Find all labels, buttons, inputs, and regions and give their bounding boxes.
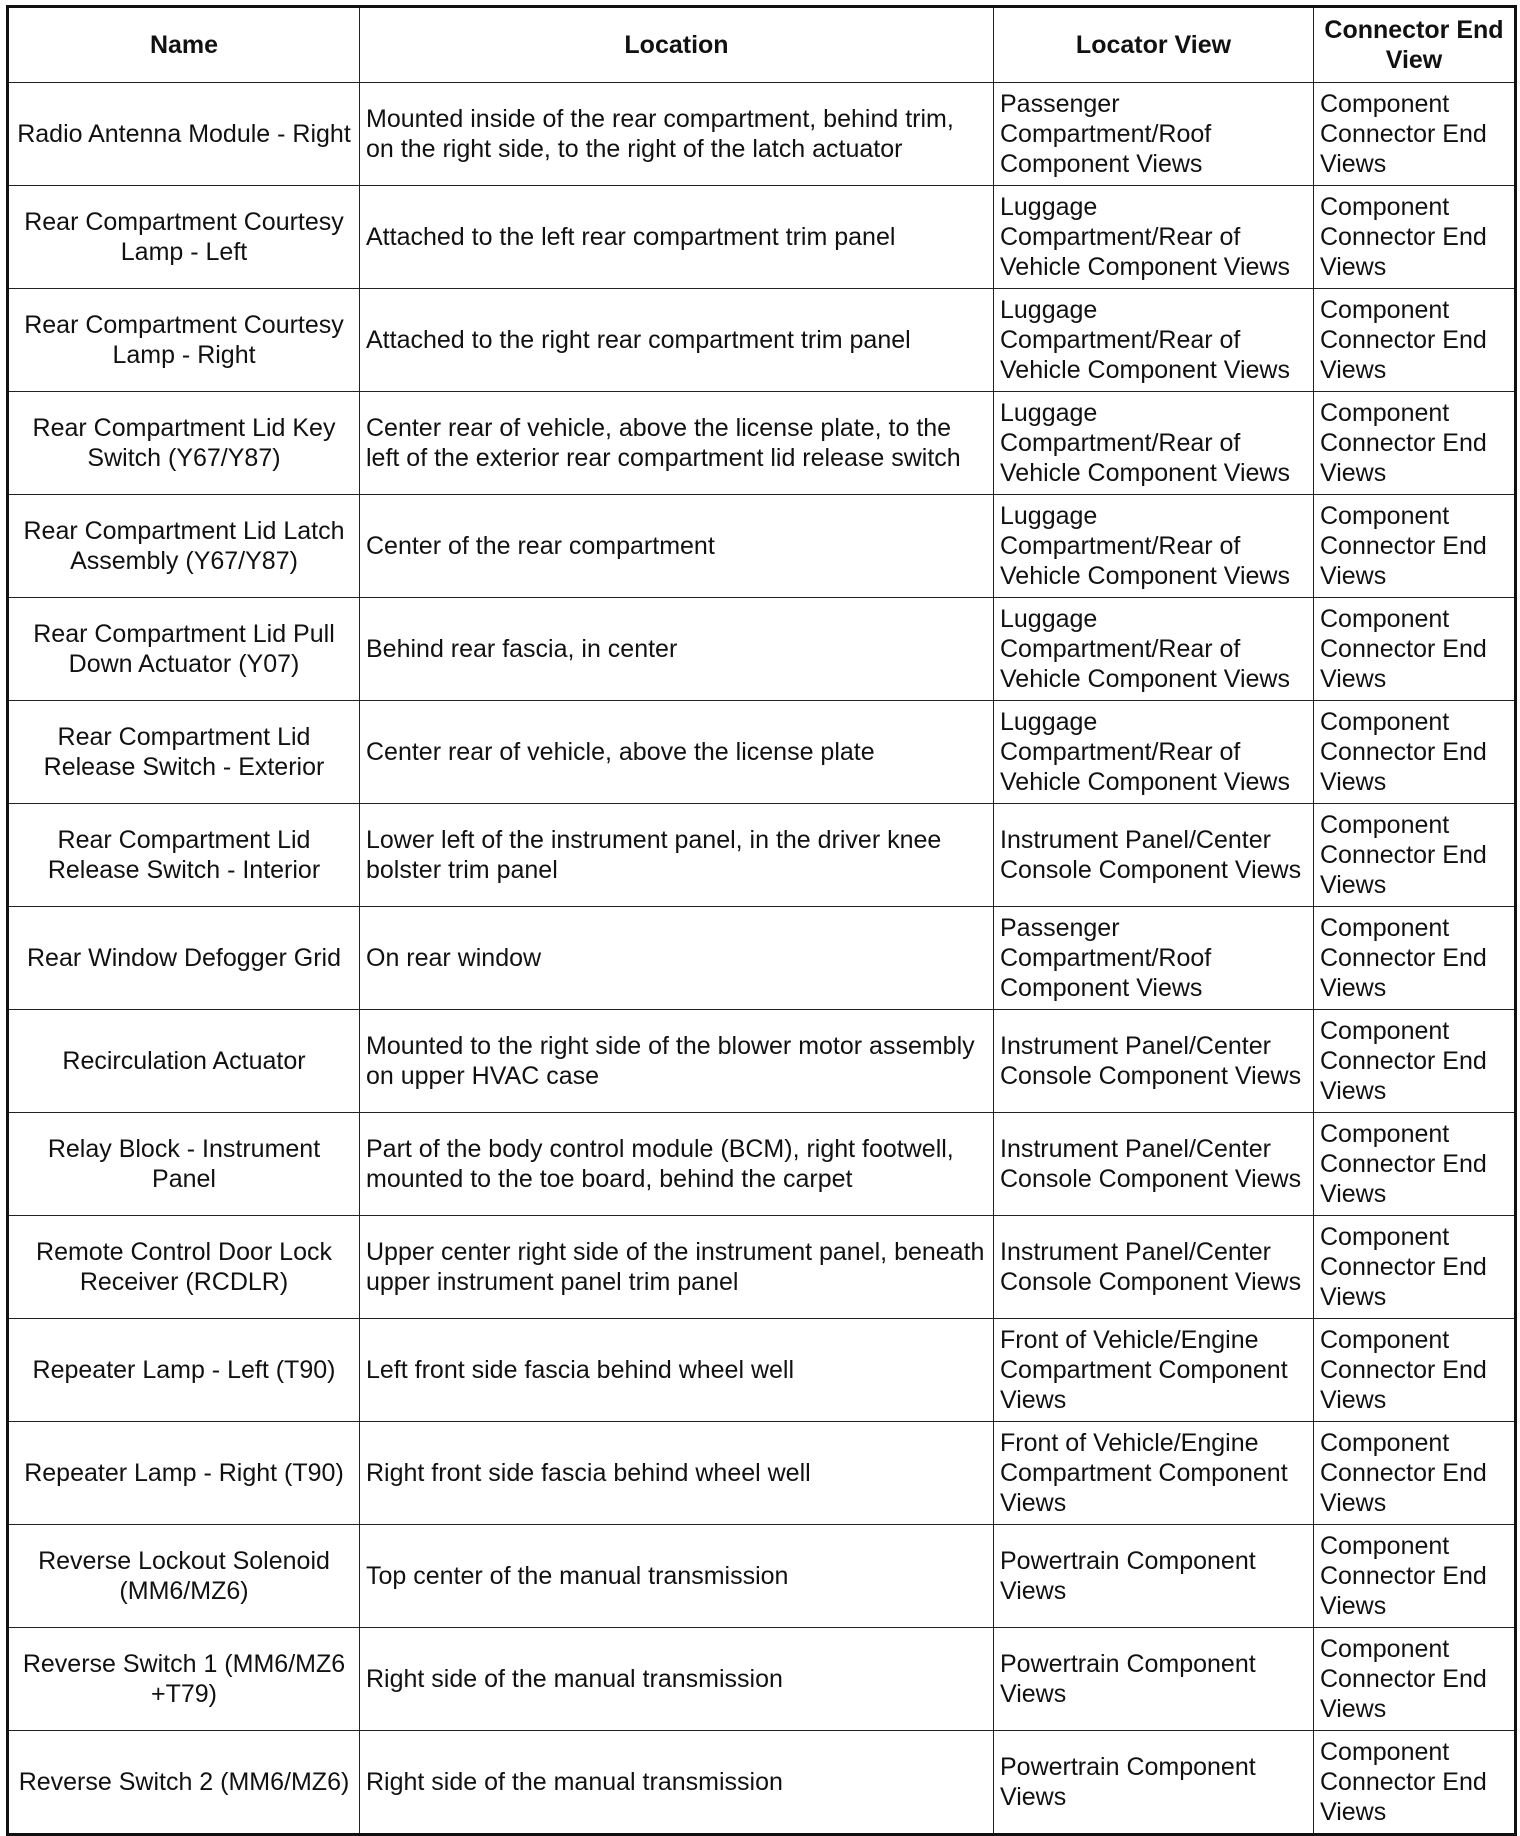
table-row — [8, 598, 1516, 701]
cell-locator-view: Instrument Panel/Center Console Component Views — [994, 1216, 1314, 1319]
cell-location: Behind rear fascia, in center — [360, 598, 994, 701]
header-name: Name — [8, 7, 360, 83]
cell-connector-end-view: Component Connector End Views — [1314, 83, 1516, 186]
cell-locator-view: Luggage Compartment/Rear of Vehicle Component Views — [994, 598, 1314, 701]
cell-name: Rear Compartment Lid Latch Assembly (Y67/Y87) — [8, 495, 360, 598]
cell-name: Rear Compartment Lid Release Switch - Exterior — [8, 701, 360, 804]
cell-location: Right side of the manual transmission — [360, 1628, 994, 1731]
header-location: Location — [360, 7, 994, 83]
cell-connector-end-view: Component Connector End Views — [1314, 1731, 1516, 1835]
cell-connector-end-view: Component Connector End Views — [1314, 1422, 1516, 1525]
cell-location: Attached to the left rear compartment trim panel — [360, 186, 994, 289]
cell-connector-end-view: Component Connector End Views — [1314, 495, 1516, 598]
table-row — [8, 907, 1516, 1010]
header-locator-view: Locator View — [994, 7, 1314, 83]
cell-location: Attached to the right rear compartment trim panel — [360, 289, 994, 392]
header-connector-end-view: Connector End View — [1314, 7, 1516, 83]
table-row — [8, 392, 1516, 495]
cell-name: Rear Compartment Lid Key Switch (Y67/Y87) — [8, 392, 360, 495]
cell-locator-view: Instrument Panel/Center Console Component Views — [994, 1010, 1314, 1113]
cell-location: Top center of the manual transmission — [360, 1525, 994, 1628]
cell-name: Reverse Switch 2 (MM6/MZ6) — [8, 1731, 360, 1835]
cell-name: Recirculation Actuator — [8, 1010, 360, 1113]
cell-locator-view: Luggage Compartment/Rear of Vehicle Component Views — [994, 289, 1314, 392]
cell-connector-end-view: Component Connector End Views — [1314, 289, 1516, 392]
cell-location: Right side of the manual transmission — [360, 1731, 994, 1835]
table-row — [8, 289, 1516, 392]
table-row — [8, 186, 1516, 289]
cell-name: Rear Compartment Courtesy Lamp - Left — [8, 186, 360, 289]
cell-locator-view: Instrument Panel/Center Console Component Views — [994, 1113, 1314, 1216]
cell-location: Mounted to the right side of the blower motor assembly on upper HVAC case — [360, 1010, 994, 1113]
cell-location: Left front side fascia behind wheel well — [360, 1319, 994, 1422]
table-row — [8, 83, 1516, 186]
cell-connector-end-view: Component Connector End Views — [1314, 1010, 1516, 1113]
cell-locator-view: Instrument Panel/Center Console Component Views — [994, 804, 1314, 907]
cell-connector-end-view: Component Connector End Views — [1314, 186, 1516, 289]
cell-locator-view: Front of Vehicle/Engine Compartment Component Views — [994, 1422, 1314, 1525]
cell-locator-view: Powertrain Component Views — [994, 1731, 1314, 1835]
cell-location: Mounted inside of the rear compartment, behind trim, on the right side, to the right of the latch actuator — [360, 83, 994, 186]
table-row — [8, 1216, 1516, 1319]
cell-location: Upper center right side of the instrument panel, beneath upper instrument panel trim panel — [360, 1216, 994, 1319]
cell-name: Rear Window Defogger Grid — [8, 907, 360, 1010]
cell-connector-end-view: Component Connector End Views — [1314, 598, 1516, 701]
cell-connector-end-view: Component Connector End Views — [1314, 1319, 1516, 1422]
cell-name: Rear Compartment Courtesy Lamp - Right — [8, 289, 360, 392]
table-row — [8, 804, 1516, 907]
table-row — [8, 1628, 1516, 1731]
cell-connector-end-view: Component Connector End Views — [1314, 1113, 1516, 1216]
table-row — [8, 1010, 1516, 1113]
cell-location: Center of the rear compartment — [360, 495, 994, 598]
cell-connector-end-view: Component Connector End Views — [1314, 1525, 1516, 1628]
cell-locator-view: Luggage Compartment/Rear of Vehicle Component Views — [994, 186, 1314, 289]
cell-connector-end-view: Component Connector End Views — [1314, 701, 1516, 804]
table-row — [8, 701, 1516, 804]
cell-connector-end-view: Component Connector End Views — [1314, 1216, 1516, 1319]
cell-location: Center rear of vehicle, above the license plate, to the left of the exterior rear compartment lid release switch — [360, 392, 994, 495]
cell-connector-end-view: Component Connector End Views — [1314, 804, 1516, 907]
table-row — [8, 1113, 1516, 1216]
table-row — [8, 1319, 1516, 1422]
table-row — [8, 1731, 1516, 1835]
cell-locator-view: Powertrain Component Views — [994, 1628, 1314, 1731]
cell-locator-view: Luggage Compartment/Rear of Vehicle Component Views — [994, 495, 1314, 598]
cell-locator-view: Luggage Compartment/Rear of Vehicle Component Views — [994, 701, 1314, 804]
cell-name: Radio Antenna Module - Right — [8, 83, 360, 186]
cell-location: Lower left of the instrument panel, in the driver knee bolster trim panel — [360, 804, 994, 907]
cell-name: Repeater Lamp - Right (T90) — [8, 1422, 360, 1525]
cell-locator-view: Passenger Compartment/Roof Component Views — [994, 83, 1314, 186]
table-row — [8, 495, 1516, 598]
cell-location: Right front side fascia behind wheel well — [360, 1422, 994, 1525]
cell-name: Relay Block - Instrument Panel — [8, 1113, 360, 1216]
cell-name: Reverse Switch 1 (MM6/MZ6 +T79) — [8, 1628, 360, 1731]
cell-name: Reverse Lockout Solenoid (MM6/MZ6) — [8, 1525, 360, 1628]
table-row — [8, 1525, 1516, 1628]
table-row — [8, 1422, 1516, 1525]
cell-connector-end-view: Component Connector End Views — [1314, 392, 1516, 495]
cell-locator-view: Passenger Compartment/Roof Component Views — [994, 907, 1314, 1010]
cell-connector-end-view: Component Connector End Views — [1314, 907, 1516, 1010]
cell-location: On rear window — [360, 907, 994, 1010]
component-locations-table — [6, 5, 1517, 1836]
header-row — [8, 7, 1516, 83]
cell-location: Part of the body control module (BCM), right footwell, mounted to the toe board, behind the carpet — [360, 1113, 994, 1216]
cell-locator-view: Luggage Compartment/Rear of Vehicle Component Views — [994, 392, 1314, 495]
cell-name: Rear Compartment Lid Release Switch - Interior — [8, 804, 360, 907]
cell-name: Remote Control Door Lock Receiver (RCDLR) — [8, 1216, 360, 1319]
cell-locator-view: Powertrain Component Views — [994, 1525, 1314, 1628]
cell-name: Repeater Lamp - Left (T90) — [8, 1319, 360, 1422]
cell-locator-view: Front of Vehicle/Engine Compartment Component Views — [994, 1319, 1314, 1422]
cell-location: Center rear of vehicle, above the license plate — [360, 701, 994, 804]
cell-connector-end-view: Component Connector End Views — [1314, 1628, 1516, 1731]
cell-name: Rear Compartment Lid Pull Down Actuator (Y07) — [8, 598, 360, 701]
